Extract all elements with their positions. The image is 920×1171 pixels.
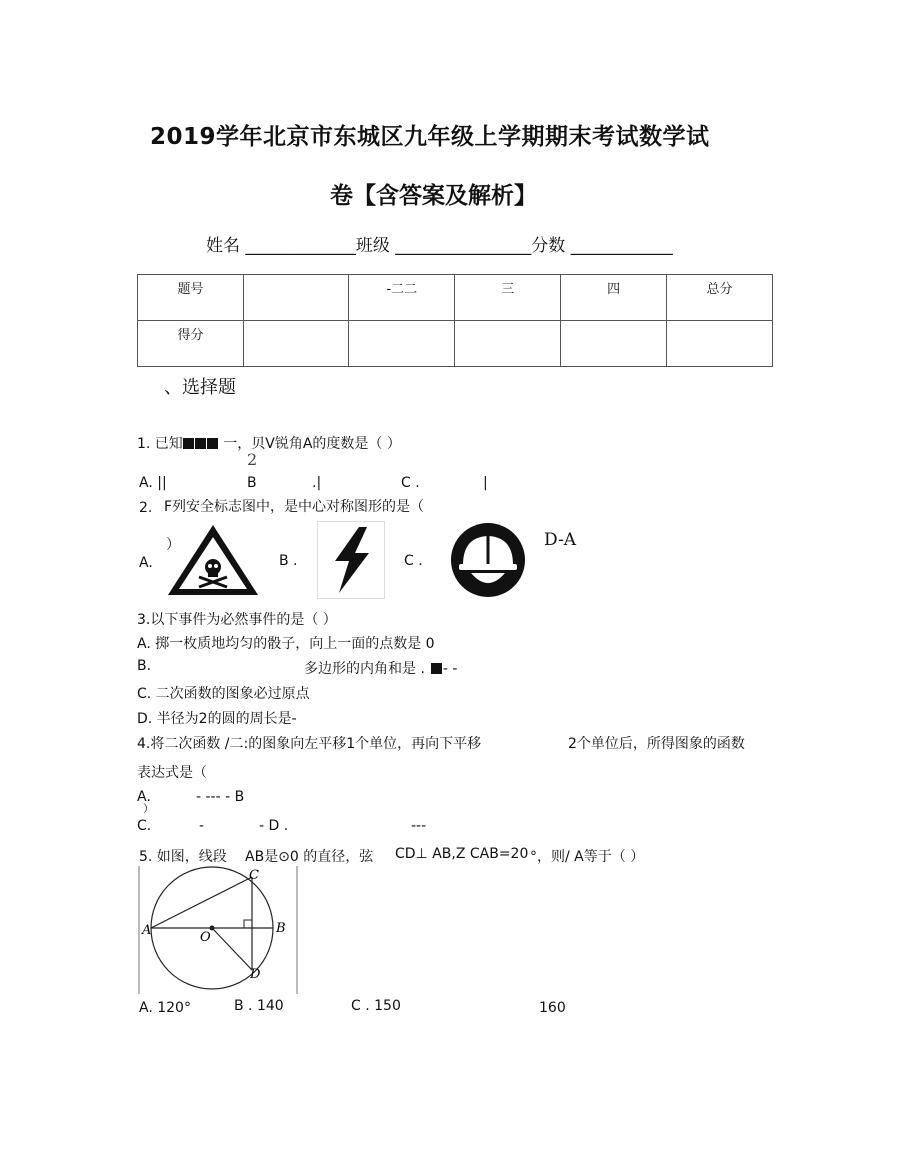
- q4-option-c-value: -: [199, 818, 205, 834]
- q5-stem-4: °，则/ A等于（ ）: [530, 849, 645, 865]
- table-cell: [455, 321, 561, 367]
- label-d: D: [250, 967, 261, 982]
- q3-option-b: [304, 658, 457, 678]
- q5-stem-2: AB是⊙0 的直径，弦: [245, 849, 374, 865]
- q5-option-d: 160: [539, 1000, 566, 1016]
- title-line-2: 卷【含答案及解析】: [330, 183, 537, 209]
- table-cell: [243, 321, 348, 367]
- q3-option-b-end: - -: [442, 661, 458, 677]
- table-cell: -二二: [349, 275, 455, 321]
- label-c: C: [249, 868, 259, 883]
- q3-option-b-text: 多边形的内角和是: [304, 661, 416, 677]
- q1-option-a: A. ||: [139, 475, 167, 491]
- table-cell: 三: [455, 275, 561, 321]
- q3-option-d: D. 半径为2的圆的周长是-: [137, 711, 297, 727]
- q2-option-b: B .: [279, 553, 298, 569]
- lightning-bolt-icon: [317, 521, 385, 599]
- student-info-line: 姓名 _____________班级 ________________分数 ____________: [206, 236, 673, 256]
- table-cell: 四: [561, 275, 667, 321]
- q5-option-c: C . 150: [351, 998, 401, 1014]
- q4-stem-3: 表达式是（: [137, 765, 207, 781]
- q3-option-b-label: B.: [137, 658, 152, 674]
- q4-stem-1: 4.将二次函数 /二:的图象向左平移1个单位，再向下平移: [137, 736, 482, 752]
- q1-stem: [137, 433, 401, 453]
- q4-option-c: C.: [137, 818, 152, 834]
- q4-option-d: - D .: [259, 818, 289, 834]
- redacted-block: [183, 436, 219, 452]
- section-heading: 、选择题: [164, 377, 236, 398]
- q1-option-c-value: |: [483, 475, 488, 491]
- q1-option-b: B: [247, 475, 257, 491]
- q3-option-a: A. 掷一枚质地均匀的骰子，向上一面的点数是 0: [137, 636, 435, 652]
- table-cell: [667, 321, 773, 367]
- q2-option-a: A.: [139, 555, 153, 571]
- table-cell: 题号: [138, 275, 244, 321]
- label-o: O: [200, 930, 211, 945]
- q5-stem-3: CD⊥ AB,Z CAB=20: [395, 846, 529, 862]
- table-row: [138, 321, 773, 367]
- q3-option-c: C. 二次函数的图象必过原点: [137, 686, 310, 702]
- q2-stem: F列安全标志图中，是中心对称图形的是（: [164, 499, 425, 515]
- redacted-block: [431, 663, 442, 674]
- q4-paren: ）: [143, 802, 154, 815]
- q4-stem-2: 2个单位后，所得图象的函数: [568, 736, 745, 752]
- q1-prefix: 1. 已知: [137, 436, 183, 452]
- table-row: [138, 275, 773, 321]
- skull-crossbones-warning-icon: [163, 521, 263, 599]
- q1-option-c: C .: [401, 475, 420, 491]
- table-cell: [349, 321, 455, 367]
- table-cell: [243, 275, 348, 321]
- q4-option-a: A.: [137, 789, 151, 805]
- helmet-mandatory-icon: [441, 521, 536, 599]
- q1-fraction-denominator: 2: [247, 450, 258, 469]
- label-a: A: [142, 923, 152, 938]
- table-cell: [561, 321, 667, 367]
- q5-option-a: A. 120°: [139, 1000, 191, 1016]
- q4-option-d-value: ---: [411, 818, 427, 834]
- q2-paren: ）: [166, 537, 180, 553]
- q2-number: 2.: [139, 500, 153, 516]
- circle-geometry-figure: [138, 866, 298, 994]
- q5-option-b: B . 140: [234, 998, 284, 1014]
- q3-option-b-tail: .: [416, 661, 425, 677]
- q2-option-d: D-A: [544, 530, 576, 550]
- q4-option-a-value: - --- - B: [196, 789, 245, 805]
- q1-option-b-value: .|: [312, 475, 322, 491]
- table-cell: 总分: [667, 275, 773, 321]
- title-line-1: 2019学年北京市东城区九年级上学期期末考试数学试: [150, 124, 710, 150]
- q5-stem-1: 5. 如图，线段: [139, 849, 227, 865]
- score-table: [137, 274, 773, 367]
- q1-suffix: 一，贝V锐角A的度数是（ ）: [218, 436, 401, 452]
- table-cell: 得分: [138, 321, 244, 367]
- label-b: B: [276, 921, 286, 936]
- q3-stem: 3.以下事件为必然事件的是（ ）: [137, 612, 337, 628]
- q2-option-c: C .: [404, 553, 423, 569]
